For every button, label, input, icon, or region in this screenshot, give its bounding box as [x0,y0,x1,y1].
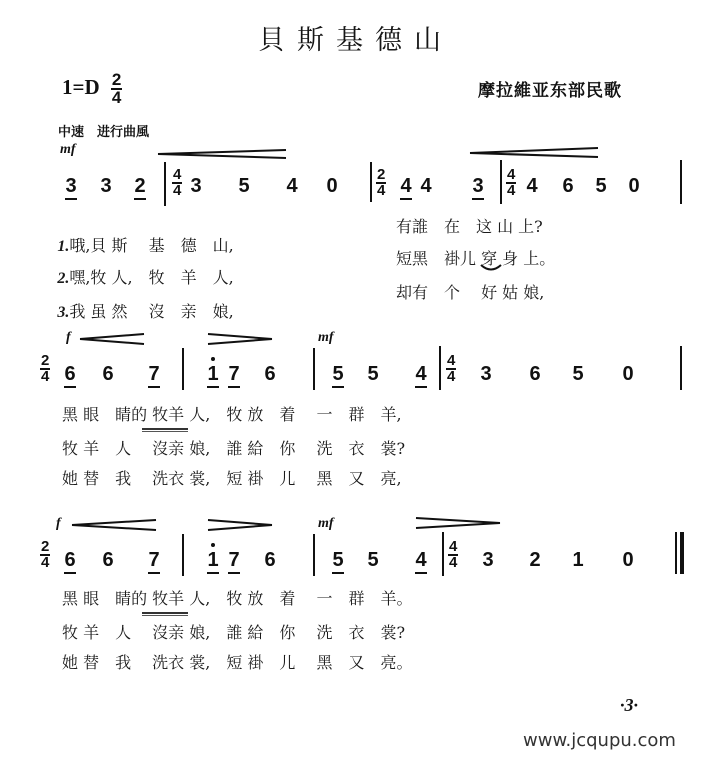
crescendo-hairpin [80,334,146,346]
bar-line [182,348,184,390]
note: 0 [622,363,634,385]
lyric-underline [142,612,188,616]
crescendo-hairpin [470,148,600,160]
note: 7 [226,548,242,572]
lyric-underline [142,428,188,432]
time-signature-change: $\frac{4}{4}$ [507,166,516,200]
time-signature-change: $\frac{4}{4}$ [173,166,182,200]
page-number: ·3· [620,695,638,715]
tempo-marking: 中速 进行曲風 [58,125,150,140]
dynamic-mark: mf [318,330,334,345]
note: 0 [326,175,338,197]
lyric-line: 黑 眼 睛的 牧羊 人, 牧 放 着 一 群 羊, [62,405,402,424]
final-bar-thin [675,532,677,574]
dynamic-mark: mf [318,516,334,531]
note: 4 [286,175,298,197]
note: 5 [572,363,584,385]
note: 6 [264,549,276,571]
lyric-line: 3.我 虽 然 沒 亲 娘, [57,302,234,321]
note: 5 [595,175,607,197]
lyric-line: 短黑 褂儿 穿 身 上。 [396,249,556,268]
bar-line [313,534,315,576]
note: 0 [622,549,634,571]
note: 3 [482,549,494,571]
note: 6 [102,363,114,385]
bar-line [182,534,184,576]
lyric-line: 1.哦,貝 斯 基 德 山, [57,236,234,255]
bar-line [680,160,682,204]
decrescendo-hairpin [208,334,274,346]
bar-line [439,346,441,390]
note: 6 [102,549,114,571]
dynamic-mark: f [66,330,71,345]
note: 5 [330,548,346,572]
lyric-line: 牧 羊 人 沒亲 娘, 誰 給 你 洗 衣 裳? [62,439,406,458]
bar-line [313,348,315,390]
note: 5 [238,175,250,197]
watermark: www.jcqupu.com [523,730,676,751]
time-signature-change: $\frac{2}{4}$ [41,538,50,572]
lyric-line: 她 替 我 洗衣 裳, 短 褂 儿 黑 又 亮。 [62,653,413,672]
note: 5 [330,362,346,386]
final-bar-thick [680,532,684,574]
song-origin: 摩拉維亚东部民歌 [478,81,622,101]
note: 0 [628,175,640,197]
note: 2 [132,174,148,198]
note-high: 1 [205,548,221,572]
note: 4 [526,175,538,197]
note: 4 [413,548,429,572]
time-signature-change: $\frac{4}{4}$ [447,352,456,386]
note-high: 1 [205,362,221,386]
crescendo-hairpin [72,520,158,532]
note: 5 [367,549,379,571]
note: 3 [480,363,492,385]
note: 6 [62,362,78,386]
key-label: 1=D [62,74,100,99]
note: 7 [146,548,162,572]
time-signature-change: $\frac{2}{4}$ [41,352,50,386]
note: 4 [420,175,432,197]
decrescendo-hairpin [208,520,274,532]
song-title: 貝斯基德山 [258,25,453,56]
lyric-line: 她 替 我 洗衣 裳, 短 褂 儿 黑 又 亮, [62,469,402,488]
lyric-line: 2.嘿,牧 人, 牧 羊 人, [57,268,234,287]
decrescendo-hairpin [416,518,502,530]
note: 6 [62,548,78,572]
bar-line [680,346,682,390]
lyric-line: 牧 羊 人 沒亲 娘, 誰 給 你 洗 衣 裳? [62,623,406,642]
bar-line [442,532,444,576]
note: 4 [398,174,414,198]
time-signature-change: $\frac{2}{4}$ [377,166,386,200]
note: 1 [572,549,584,571]
note: 5 [367,363,379,385]
bar-line [370,162,372,202]
lyric-line: 有誰 在 这 山 上? [396,217,543,236]
note: 3 [470,174,486,198]
note: 3 [100,175,112,197]
bar-line [500,160,502,204]
time-signature-change: $\frac{4}{4}$ [449,538,458,572]
note: 7 [146,362,162,386]
note: 4 [413,362,429,386]
note: 3 [190,175,202,197]
note: 6 [264,363,276,385]
note: 7 [226,362,242,386]
slur-mark [480,264,502,274]
time-signature: $\frac{2}{4}$ [111,70,122,108]
dynamic-mark: f [56,516,61,531]
lyric-line: 黑 眼 睛的 牧羊 人, 牧 放 着 一 群 羊。 [62,589,413,608]
bar-line [164,162,166,206]
key-signature [62,72,122,106]
note: 6 [529,363,541,385]
lyric-line: 却有 个 好 姑 娘, [396,283,545,302]
note: 6 [562,175,574,197]
crescendo-hairpin [158,150,288,162]
note: 3 [63,174,79,198]
note: 2 [529,549,541,571]
dynamic-mark: mf [60,142,76,157]
